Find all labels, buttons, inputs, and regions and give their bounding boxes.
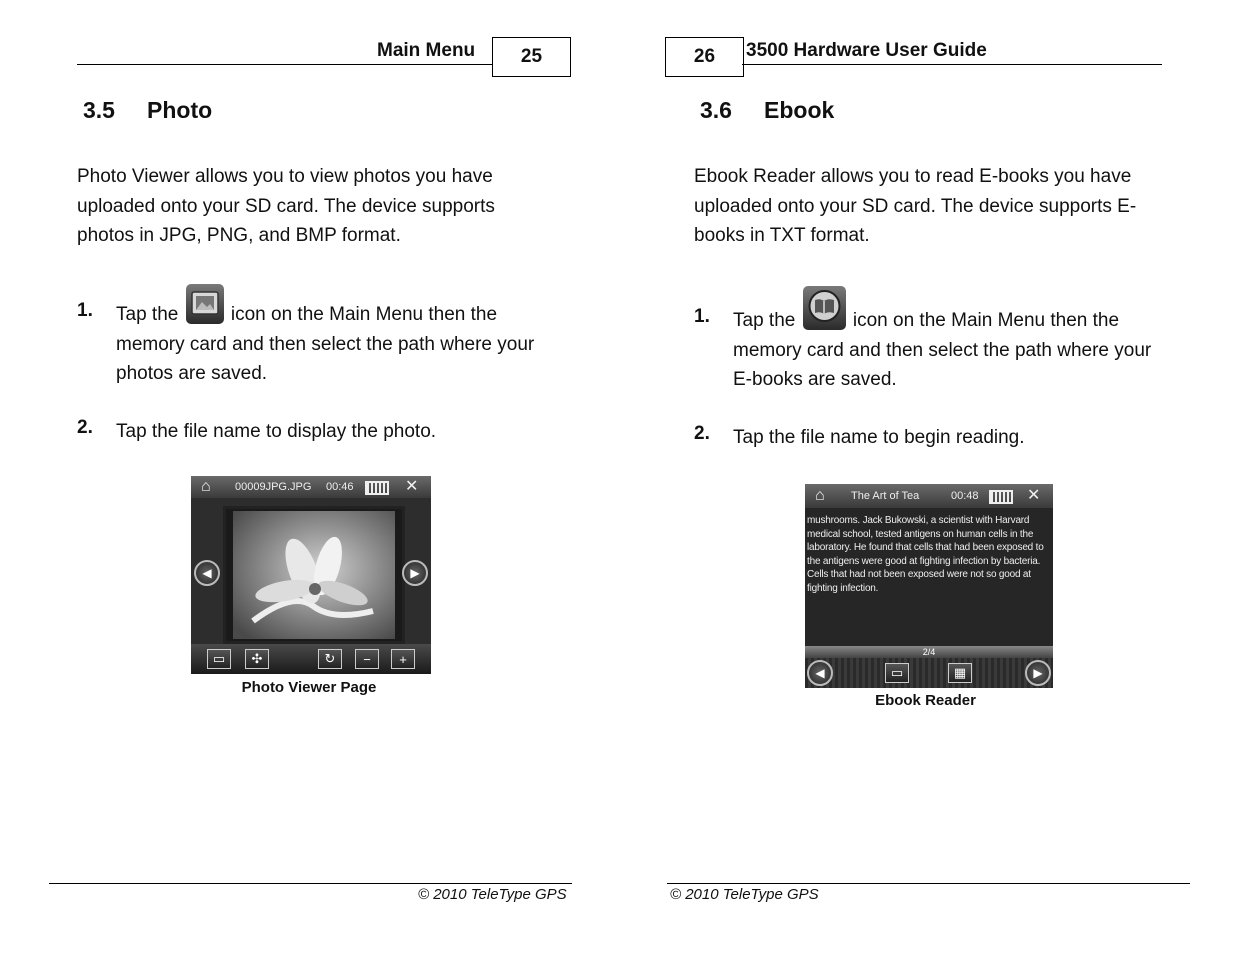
photo-frame <box>223 506 405 644</box>
section-number: 3.5 <box>83 97 115 123</box>
left-step-2: Tap the file name to display the photo. <box>116 421 437 442</box>
photo-app-icon <box>186 284 224 324</box>
left-header-rule <box>77 64 493 65</box>
ebook-book-title: The Art of Tea <box>851 490 920 502</box>
next-photo-button[interactable]: ▶ <box>402 560 428 586</box>
photo-viewer-title-bar <box>191 476 431 498</box>
zoom-out-button[interactable]: − <box>355 649 379 669</box>
home-icon: ⌂ <box>815 487 825 504</box>
photo-time: 00:46 <box>326 481 354 493</box>
previous-page-button[interactable]: ◀ <box>807 660 833 686</box>
zoom-in-button[interactable]: + <box>391 649 415 669</box>
previous-photo-button[interactable]: ◀ <box>194 560 220 586</box>
left-step-2-number: 2. <box>77 417 93 438</box>
left-step-1 <box>116 300 541 389</box>
ebook-body-text: mushrooms. Jack Bukowski, a scientist with Harvard medical school, tested antigens on human cells in the laboratory. He found that cells that had been exposed to the antigens were good at fighting infection by bacteria. Cells that had not been exposed were not so good at fighting infection. <box>807 515 1044 594</box>
battery-icon <box>989 490 1013 504</box>
rotate-button[interactable]: ↻ <box>318 649 342 669</box>
left-step-1-number: 1. <box>77 300 93 321</box>
ebook-page-indicator: 2/4 <box>922 647 936 657</box>
right-page-number: 26 <box>665 37 744 77</box>
left-page-number: 25 <box>492 37 571 77</box>
close-icon: ✕ <box>1027 487 1041 504</box>
left-footer-rule <box>49 883 572 884</box>
close-icon: ✕ <box>405 478 419 495</box>
left-section-heading <box>83 97 212 124</box>
fullscreen-button[interactable]: ✣ <box>245 649 269 669</box>
ebook-title-bar <box>805 484 1053 508</box>
home-icon: ⌂ <box>201 478 211 495</box>
ebook-progress-bar <box>805 646 1053 658</box>
right-header-title: 3500 Hardware User Guide <box>746 40 987 61</box>
ebook-toolbar <box>805 658 1053 688</box>
right-footer-rule <box>667 883 1190 884</box>
section-title: Photo <box>147 97 213 123</box>
step-text-after: icon on the Main Menu then the memory card and then select the path where your E-books are saved. <box>733 310 1152 390</box>
right-intro-paragraph: Ebook Reader allows you to read E-books you have uploaded onto your SD card. The device supports E-books in TXT format. <box>694 166 1137 246</box>
section-title: Ebook <box>764 97 835 123</box>
right-step-2: Tap the file name to begin reading. <box>733 427 1025 448</box>
left-intro-paragraph: Photo Viewer allows you to view photos you have uploaded onto your SD card. The device supports photos in JPG, PNG, and BMP format. <box>77 166 495 246</box>
left-header-title: Main Menu <box>377 40 476 61</box>
ebook-reader-caption: Ebook Reader <box>875 692 976 709</box>
flower-photo <box>233 511 395 639</box>
photo-toolbar <box>191 644 431 674</box>
step-text-before: Tap the <box>733 310 796 331</box>
section-number: 3.6 <box>700 97 732 123</box>
right-step-1-number: 1. <box>694 306 710 327</box>
right-footer: © 2010 TeleType GPS <box>670 886 819 903</box>
right-step-1 <box>733 306 1158 395</box>
right-section-heading <box>700 97 834 124</box>
ebook-time: 00:48 <box>951 490 979 502</box>
step-text-before: Tap the <box>116 304 179 325</box>
ebook-reader-screenshot <box>805 484 1053 688</box>
folder-button[interactable]: ▭ <box>885 663 909 683</box>
menu-grid-button[interactable]: ▦ <box>948 663 972 683</box>
left-footer: © 2010 TeleType GPS <box>418 886 567 903</box>
photo-viewer-caption: Photo Viewer Page <box>241 679 377 696</box>
next-page-button[interactable]: ▶ <box>1025 660 1051 686</box>
photo-viewer-screenshot <box>191 476 431 674</box>
photo-filename: 00009JPG.JPG <box>235 481 312 493</box>
battery-icon <box>365 481 389 495</box>
right-header-rule <box>742 64 1162 65</box>
right-step-2-number: 2. <box>694 423 710 444</box>
ebook-app-icon <box>803 286 846 330</box>
step-text-after: icon on the Main Menu then the memory card and then select the path where your photos are saved. <box>116 304 535 384</box>
folder-button[interactable]: ▭ <box>207 649 231 669</box>
